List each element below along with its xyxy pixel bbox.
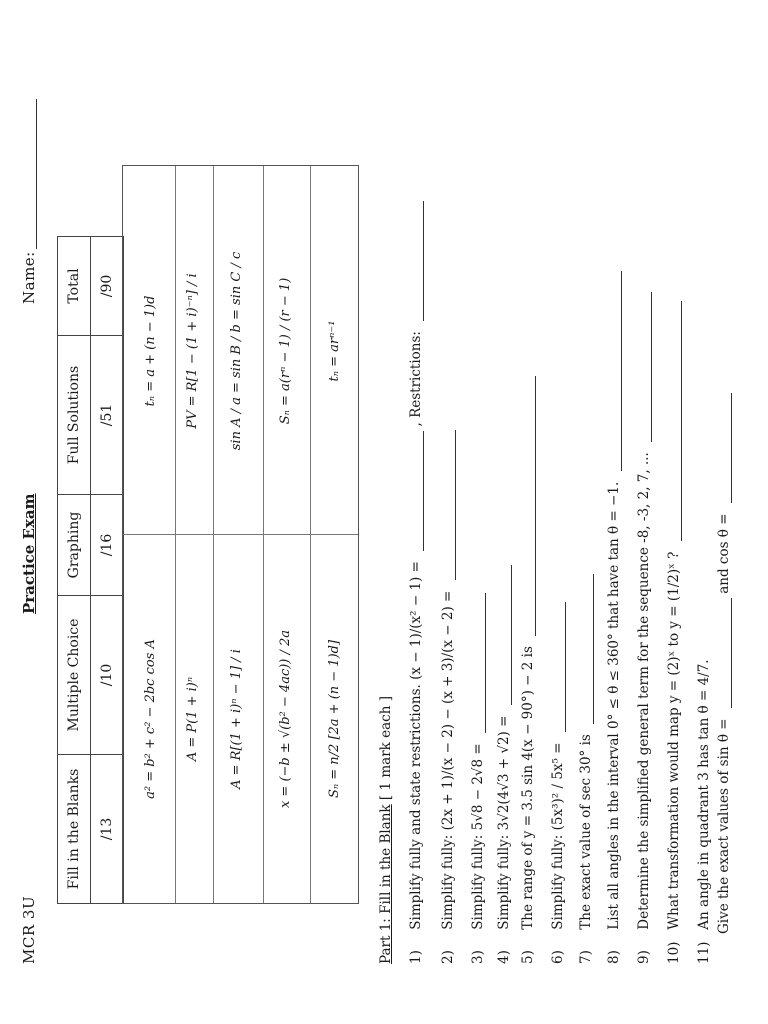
name-label: Name: (20, 251, 38, 304)
answer-blank[interactable] (609, 271, 622, 471)
question-7: 7) The exact value of sec 30° is (578, 574, 594, 964)
formula-present-value: PV = R[1 − (1 + i)⁻ⁿ] / i (185, 273, 200, 429)
marks-header-row (58, 237, 91, 904)
formula-cosine-law: a² = b² + c² − 2bc cos A (143, 639, 158, 799)
score-full-solutions: /51 (91, 336, 124, 495)
question-10: 10) What transformation would map y = (2)ˣ to y = (1/2)ˣ ? (666, 301, 682, 964)
formula-compound-interest: A = P(1 + i)ⁿ (185, 676, 200, 762)
formula-geometric-term: tₙ = arⁿ⁻¹ (327, 320, 342, 382)
sin-answer-blank[interactable] (719, 598, 732, 708)
formula-row-line (263, 166, 264, 903)
formula-sine-law: sin A / a = sin B / b = sin C / c (229, 251, 244, 451)
question-4: 4) Simplify fully: 3√2(4√3 + √2) = (496, 565, 512, 964)
formula-arithmetic-term: tₙ = a + (n − 1)d (143, 295, 158, 407)
col-multiple-choice: Multiple Choice (58, 596, 91, 755)
question-2: 2) Simplify fully: (2x + 1)/(x − 2) − (x + 3)/(x − 2) = (440, 430, 456, 964)
formula-row-line (213, 166, 214, 903)
answer-blank[interactable] (581, 574, 594, 724)
formula-row-line (175, 166, 176, 903)
score-fill-in-blanks: /13 (91, 755, 124, 904)
question-11: 11) An angle in quadrant 3 has tan θ = 4/7. (696, 659, 712, 964)
formula-arithmetic-series: Sₙ = n/2 [2a + (n − 1)d] (327, 639, 342, 799)
question-9: 9) Determine the simplified general term for the sequence -8, -3, 2, 7, ... (636, 292, 652, 964)
cos-answer-blank[interactable] (719, 393, 732, 503)
name-blank[interactable] (36, 99, 37, 249)
course-code: MCR 3U (20, 895, 38, 964)
answer-blank[interactable] (523, 376, 536, 636)
answer-blank[interactable] (639, 292, 652, 442)
col-graphing: Graphing (58, 495, 91, 596)
score-multiple-choice: /10 (91, 596, 124, 755)
restrictions-blank[interactable] (411, 201, 424, 321)
formula-geometric-series: Sₙ = a(rⁿ − 1) / (r − 1) (278, 277, 293, 425)
col-full-solutions: Full Solutions (58, 336, 91, 495)
answer-blank[interactable] (499, 565, 512, 705)
formula-sheet (122, 165, 359, 904)
score-total: /90 (91, 237, 124, 336)
page-title: Practice Exam (20, 493, 38, 614)
part1-marks-note: [ 1 mark each ] (378, 696, 394, 801)
question-8: 8) List all angles in the interval 0° ≤ θ ≤ 360° that have tan θ = −1. (606, 271, 622, 964)
part1-heading (378, 696, 394, 964)
marks-value-row (91, 237, 124, 904)
question-5: 5) The range of y = 3.5 sin 4(x − 90°) − 2 is (520, 376, 536, 964)
formula-quadratic: x = (−b ± √(b² − 4ac)) / 2a (278, 629, 293, 809)
question-1: 1) Simplify fully and state restrictions. (x − 1)/(x² − 1) = , Restrictions: (408, 201, 424, 964)
answer-blank[interactable] (669, 301, 682, 541)
question-11-line2: Give the exact values of sin θ = and cos θ = (716, 393, 732, 934)
col-fill-in-blanks: Fill in the Blanks (58, 755, 91, 904)
answer-blank[interactable] (553, 602, 566, 732)
question-6: 6) Simplify fully: (5x³)² / 5x⁵ = (550, 602, 566, 964)
marks-table (57, 236, 124, 904)
question-3: 3) Simplify fully: 5√8 − 2√8 = (470, 593, 486, 964)
answer-blank[interactable] (473, 593, 486, 733)
part1-title: Part 1: Fill in the Blank (378, 804, 394, 964)
col-total: Total (58, 237, 91, 336)
answer-blank[interactable] (443, 430, 456, 580)
answer-blank[interactable] (411, 431, 424, 551)
formula-annuity-amount: A = R[(1 + i)ⁿ − 1] / i (229, 649, 244, 789)
formula-row-line (310, 166, 311, 903)
score-graphing: /16 (91, 495, 124, 596)
